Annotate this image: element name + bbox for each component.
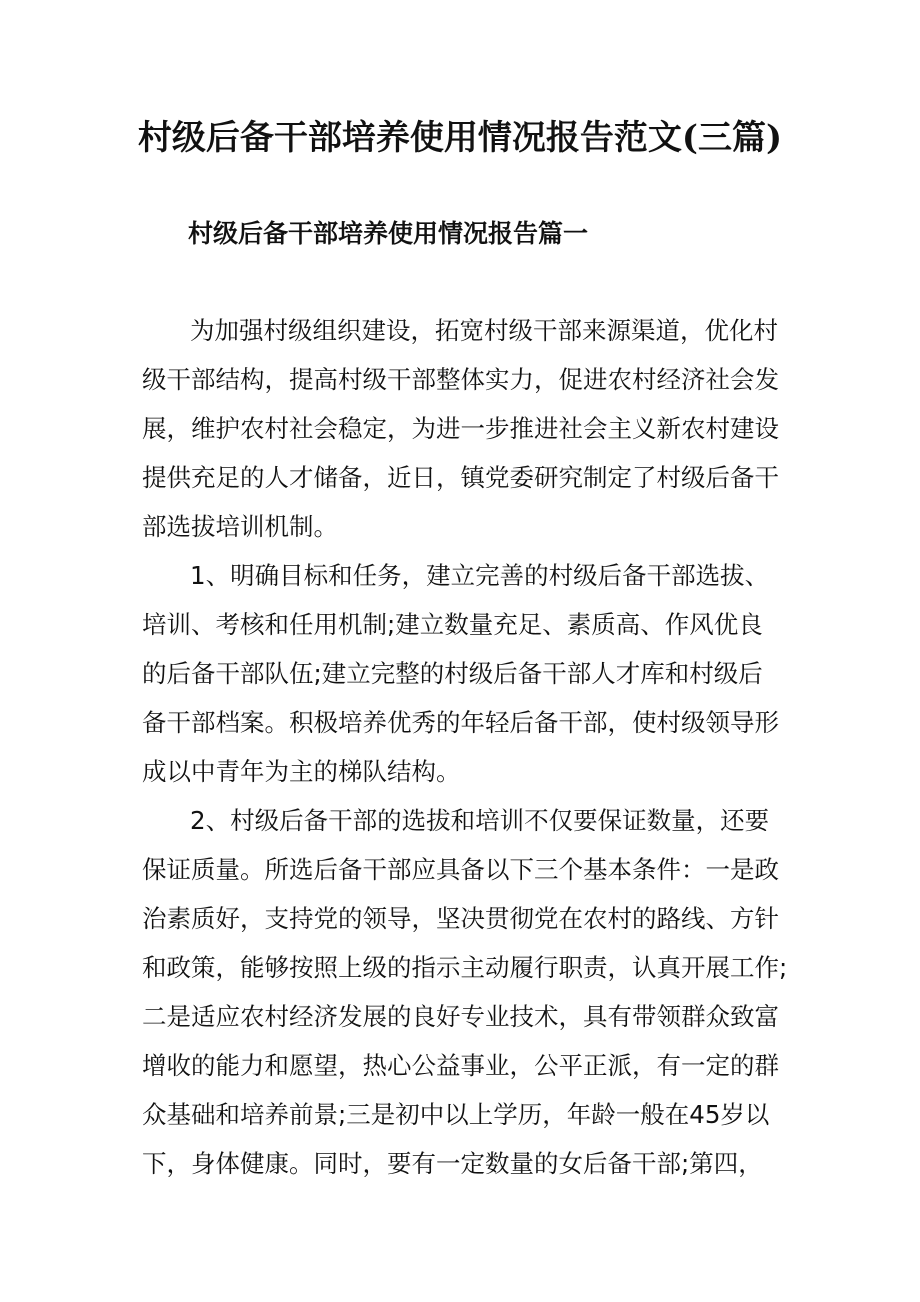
paragraph-line: 部选拔培训机制。 <box>142 512 338 541</box>
paragraph-line: 成以中青年为主的梯队结构。 <box>142 757 461 786</box>
paragraph-line: 培训、考核和任用机制;建立数量充足、素质高、作风优良 <box>142 610 763 639</box>
paragraph-line: 二是适应农村经济发展的良好专业技术，具有带领群众致富 <box>142 1002 779 1031</box>
paragraph-line: 为加强村级组织建设，拓宽村级干部来源渠道，优化村 <box>190 316 778 345</box>
paragraph-line: 2、村级后备干部的选拔和培训不仅要保证数量，还要 <box>190 806 770 835</box>
paragraph-line: 增收的能力和愿望，热心公益事业，公平正派，有一定的群 <box>142 1051 779 1080</box>
paragraph-line: 和政策，能够按照上级的指示主动履行职责，认真开展工作; <box>142 953 788 982</box>
paragraph-line: 众基础和培养前景;三是初中以上学历，年龄一般在45岁以 <box>142 1100 770 1129</box>
paragraph-line: 级干部结构，提高村级干部整体实力，促进农村经济社会发 <box>142 365 779 394</box>
paragraph-line: 保证质量。所选后备干部应具备以下三个基本条件：一是政 <box>142 855 779 884</box>
document-body <box>142 306 792 1188</box>
paragraph-line: 的后备干部队伍;建立完整的村级后备干部人才库和村级后 <box>142 659 763 688</box>
paragraph-line: 治素质好，支持党的领导，坚决贯彻党在农村的路线、方针 <box>142 904 779 933</box>
paragraph-line: 备干部档案。积极培养优秀的年轻后备干部，使村级领导形 <box>142 708 779 737</box>
paragraph-line: 下，身体健康。同时，要有一定数量的女后备干部;第四， <box>142 1149 763 1178</box>
section-heading: 村级后备干部培养使用情况报告篇一 <box>188 219 589 248</box>
paragraph-line: 展，维护农村社会稳定，为进一步推进社会主义新农村建设 <box>142 414 779 443</box>
paragraph-line: 1、明确目标和任务，建立完善的村级后备干部选拔、 <box>190 561 770 590</box>
document-title: 村级后备干部培养使用情况报告范文(三篇) <box>137 118 783 158</box>
paragraph-line: 提供充足的人才储备，近日，镇党委研究制定了村级后备干 <box>142 463 779 492</box>
